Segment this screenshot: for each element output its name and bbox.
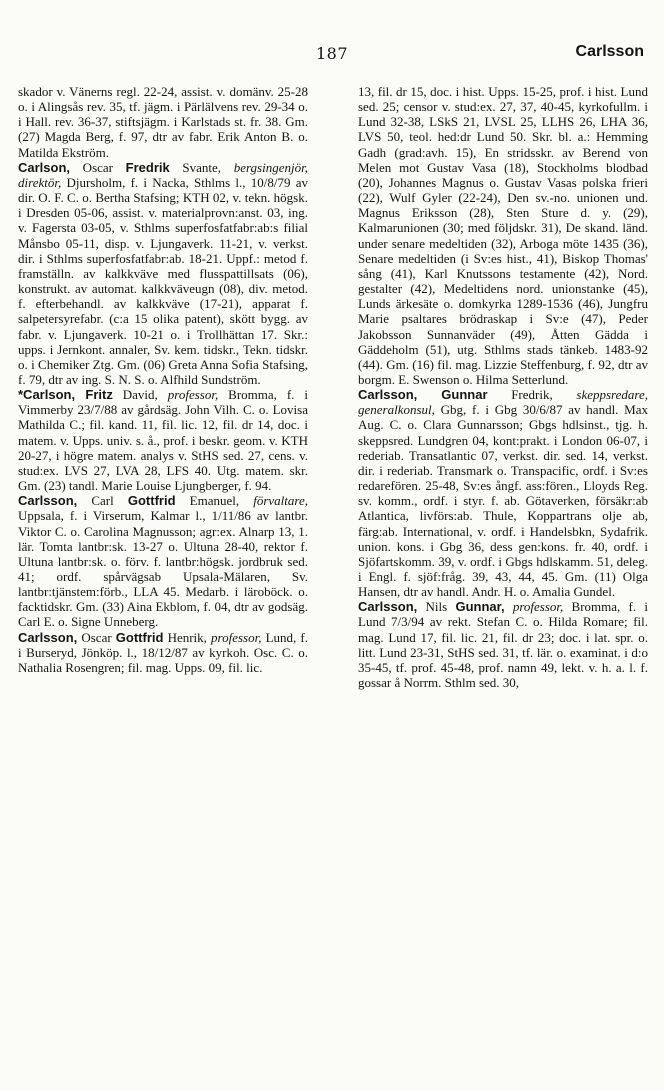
page-number: 187 [315, 44, 349, 63]
entry-given-name-after: Svante, [169, 159, 222, 175]
entry-surname: Carlsson, [18, 629, 78, 645]
entry-surname: *Carlson, Fritz [18, 387, 113, 403]
entry-title: professor, [157, 387, 219, 403]
entry-surname: Carlson, [18, 159, 71, 175]
entry-title: skeppsredare, generalkonsul, [358, 387, 648, 418]
entry-call-name: Gottfrid [115, 629, 164, 645]
left-column [18, 84, 308, 675]
entry-surname: Carlsson, [358, 599, 418, 615]
entry-title: professor, [504, 599, 564, 615]
entry-carlsson-nils-gunnar [358, 599, 648, 690]
entry-given-name: Oscar [77, 629, 116, 645]
entry-body: Bromma, f. i Lund 7/3/94 av rekt. Stefan C. o. Hilda Romare; fil. mag. Lund 17, fil. lic. 21, fil. dr 23; doc. i lat. spr. o. litt. Lund 23-31, StHS sed. 31, tf. lär. o. examinat. i d:o 35-45, tf. prof. 45-48, prof. namn 49, lekt. v. h. a. l. f. gossar å Norrm. Sthlm sed. 30, [358, 599, 649, 691]
entry-body: Lund, f. i Burseryd, Jönköp. l., 18/12/87 av kyrkoh. Osc. C. o. Nathalia Rosengren; fil. mag. Upps. 09, fil. lic. [18, 629, 308, 675]
entry-title: bergsingenjör, direktör, [18, 159, 308, 190]
entry-given-name: Carl [77, 493, 128, 509]
entry-carlsson-carl-gottfrid [18, 493, 308, 629]
entry-given-name: David, [112, 387, 158, 403]
entry-carlson-fritz [18, 387, 308, 493]
entry-continuation: 13, fil. dr 15, doc. i hist. Upps. 15-25, prof. i hist. Lund sed. 25; censor v. stud:ex. 27, 37, 40-45, kyrkofullm. i Lund 32-38, LSkS 21, LVSL 25, LLHS 26, LHA 36, LVS 50, teol. hed:dr Lund 50. Skr. bl. a.: Hemming Gadh (grad:avh. 15), En stridsskr. av Berend von Melen mot Gustav Vasa (18), Stockholms blodbad (20), Johannes Magnus o. Gustav Vasas polska frieri (22), Wulf Gyler (22-24), Den sv.-no. unionen und. Magnus Eriksson (28), Sten Sture d. y. (29), Kalmarunionen (30; med följdskr. 31), De skand. länd. under senare medeltiden (32), Arboga möte 1435 (36), Senare medeltiden (i Sv:es hist., 41), Biskop Thomas' sång (41), Karl Knutssons testamente (42), Nord. gestalter (42), Medeltidens nord. unionstanke (45), Lunds ärkesäte o. domkyrka 1289-1536 (46), Jungfru Marie psaltares brödraskap i Sv:e (47), Peder Jakobsson Sunnanväder (49), Åtten Gädda i Gäddeholm (51), utg. Sthlms stads tänkeb. 1483-92 (44). Gm. (16) fil. mag. Lizzie Steffenburg, f. 92, dtr av borgm. E. Swenson o. Hilma Setterlund. [358, 84, 648, 387]
entry-given-name: Fredrik, [487, 387, 553, 403]
entry-call-name: Gottfrid [127, 493, 176, 509]
entry-body: Bromma, f. i Vimmerby 23/7/88 av gårdsäg. John Vilh. C. o. Lovisa Mathilda C.; fil. kand. 11, fil. lic. 12, fil. dr 14, doc. i matem. v. Upps. univ. s. å., prof. i beskr. geom. v. KTH 20-27, i högre matem. analys v. StHS sed. 27, cens. v. stud:ex. LVS 27, LVA 28, LFS 40. Utg. matem. skr. Gm. (23) tandl. Marie Louise Ljungberger, f. 94. [18, 387, 309, 494]
entry-given-name: Oscar [70, 159, 126, 175]
entry-call-name: Fredrik [125, 159, 170, 175]
entry-given-name-after: Henrik, [163, 629, 207, 645]
entry-call-name: Gunnar, [455, 599, 505, 615]
entry-carlson-oscar-fredrik [18, 160, 308, 387]
entry-carlsson-oscar-gottfrid [18, 630, 308, 675]
entry-surname: Carlsson, [18, 493, 78, 509]
entry-body: Gbg, f. i Gbg 30/6/87 av handl. Max Aug. C. o. Clara Gunnarsson; Gbgs hdlsinst., tjg. h. skeppsred. Lundgren 04, kont:prakt. i London 06-07, i rederiab. Transatlantic 07, verkst. dir. sed. 14, verkst. dir. i rederiab. Transmark o. Transpacific, ordf. i Sv:es redarefören. 25-48, Sv:es ångf. ass:fören., Lloyds Reg. sv. komm., ordf. i styr. f. ab. Götaverken, försäkr:ab Atlantica, livförs:ab. Thule, Koppartrans olje ab, färg:ab. International, v. ordf. i Handelsbkn, Sydafrik. union. kons. i Gbg 36, dess gen:kons. fr. 40, ordf. i Sjöfartskomm. 39, v. ordf. i Gbgs hdlskamm. 51, deleg. i Engl. f. sjöf:fråg. 39, 43, 44, 45. Gm. (11) Olga Hansen, dtr av handl. Andr. H. o. Amalia Gundel. [358, 402, 648, 600]
entry-title: förvaltare, [239, 493, 308, 509]
entry-body: Uppsala, f. i Virserum, Kalmar l., 1/11/86 av lantbr. Viktor C. o. Carolina Magnusson; agr:ex. Alnarp 13, 1. lär. Tomta lantbr:sk. 13-27 o. Ultuna 28-40, rektor f. Ultuna lantbr:sk. o. förv. f. lantbr:högsk. jordbruk sed. 41; ordf. spårvägsab Upsala-Mälaren, Sv. lantbr:tjänstem:förb., LLA 45. Medarb. i läroböck. o. facktidskr. Gm. (33) Aina Ekblom, f. 04, dtr av godsäg. Carl E. o. Signe Unneberg. [18, 508, 308, 630]
right-column [358, 84, 648, 690]
entry-given-name: Nils [417, 599, 456, 615]
running-head: Carlsson [575, 43, 644, 60]
entry-carlsson-gunnar-fredrik [358, 387, 648, 599]
entry-given-name-after: Emanuel, [175, 493, 240, 509]
entry-continuation: skador v. Vänerns regl. 22-24, assist. v. domänv. 25-28 o. i Alingsås rev. 35, tf. jägm. i Pärlälvens rev. 29-34 o. i Hall. rev. 36-37, stiftsjägm. i Karlstads st. fr. 38. Gm. (27) Magda Berg, f. 97, dtr av fabr. Erik Anton B. o. Matilda Ekström. [18, 84, 308, 160]
entry-surname: Carlsson, Gunnar [358, 387, 488, 403]
entry-title: professor, [206, 629, 262, 645]
entry-body: Djursholm, f. i Nacka, Sthlms l., 10/8/79 av dir. O. F. C. o. Bertha Stafsing; KTH 02, v. tekn. högsk. i Dresden 05-06, assist. v. materialprovn:anst. 03, ing. v. Fagersta 03-05, v. Sthlms superfosfatfabr:ab:s filial Månsbo 05-11, disp. v. Ljungaverk. 11-21, v. verkst. dir. i Sthlms superfosfatfabr:ab. 18-21. Uppf.: metod f. framställn. av kalkkväve med flusspattillsats (06), konstrukt. av automat. kalkkväveugn (08), div. metod. f. efterbehandl. av kalkkväve (17-21), apparat f. salpetersyrefabr. (c:a 15 olika patent), skött bygg. av fabr. v. Ljungaverk. 10-21 o. i Trollhättan 17. Skr.: upps. i Jernkont. annaler, Sv. kem. tidskr., Tekn. tidskr. o. i Chemiker Ztg. Gm. (06) Greta Anna Sofia Stafsing, f. 79, dtr av ing. S. N. S. o. Alfhild Sundström. [18, 174, 308, 387]
